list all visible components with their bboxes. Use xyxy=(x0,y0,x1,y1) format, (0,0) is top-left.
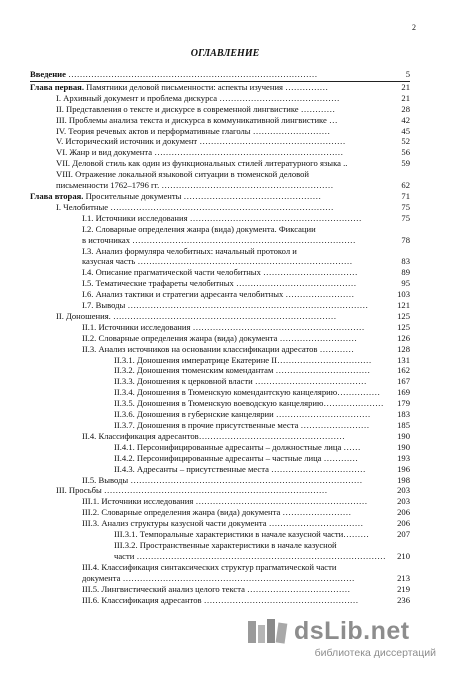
toc-entry-text: II.4. Классификация адресантов…………………………………………… xyxy=(82,430,345,441)
toc-entry-page: 103 xyxy=(397,289,410,300)
toc-entry-page: 56 xyxy=(401,147,410,158)
toc-entry-text: II.3.4. Доношения в Тюменскую комендантскую канцелярию…………… xyxy=(114,387,381,398)
watermark-title: dsLib.net xyxy=(294,617,410,645)
toc-entry xyxy=(30,573,410,584)
toc-entry-page: 219 xyxy=(397,583,410,594)
toc-entry-page: 169 xyxy=(397,387,410,398)
toc-entry xyxy=(30,584,410,595)
toc-entry-text: I.4. Описание прагматической части челобитных …………………………… xyxy=(82,267,358,278)
toc-entry-text: II.4.3. Адресанты – присутственные места …………………………… xyxy=(114,463,366,474)
toc-entry-text: II.3.3. Доношения к церковной власти ………………………………… xyxy=(114,376,367,387)
toc-entry-text: III.3.2. Пространственные характеристики в начале казусной xyxy=(114,539,337,550)
toc-entry-text: I.5. Тематические трафареты челобитных …………………………………… xyxy=(82,278,357,289)
toc-entry-page: 185 xyxy=(397,420,410,430)
toc-entry-page: 75 xyxy=(401,212,410,223)
toc-entry-page: 83 xyxy=(401,256,410,267)
toc-entry-page: 21 xyxy=(401,92,410,103)
toc-entry xyxy=(30,409,410,420)
toc-entry-text: части …………………………………………………………………………… xyxy=(114,550,386,561)
toc-entry-text: II.3.5. Доношения в Тюменскую воеводскую канцелярию………………… xyxy=(114,398,384,409)
toc-entry-page: 28 xyxy=(401,103,410,114)
table-of-contents xyxy=(30,69,410,605)
toc-entry xyxy=(30,562,410,573)
toc-entry-text: II.3.2. Доношения тюменским комендантам …………………………… xyxy=(114,365,371,376)
toc-entry-page: 179 xyxy=(397,398,410,409)
toc-entry-text: II.3. Анализ источников на основании классификации адресатов ………… xyxy=(82,343,354,354)
toc-title: ОГЛАВЛЕНИЕ xyxy=(190,48,260,59)
toc-entry-page: 125 xyxy=(397,321,410,332)
toc-entry-text: VIII. Отражение локальной языковой ситуации в тюменской деловой xyxy=(56,169,310,180)
toc-entry-text: III.5. Лингвистический анализ целого текста ……………………………… xyxy=(82,583,351,594)
toc-entry-text: II. Представления о тексте и дискурсе в современной лингвистике ………… xyxy=(56,103,336,114)
toc-entry-page: 167 xyxy=(397,376,410,387)
toc-entry xyxy=(30,540,410,551)
toc-entry-text: казусная часть ………………………………………………………………… xyxy=(82,256,353,267)
toc-entry xyxy=(30,69,410,80)
toc-entry-page: 131 xyxy=(397,354,410,365)
toc-entry-text: в источниках …………………………………………………………………… xyxy=(82,234,356,245)
toc-entry xyxy=(30,136,410,147)
toc-entry-text: I.3. Анализ формуляра челобитных: начальный протокол и xyxy=(82,245,297,256)
toc-entry-page: 75 xyxy=(401,201,410,212)
toc-entry-page: 203 xyxy=(397,485,410,496)
toc-entry-text: VII. Деловой стиль как один из функциональных стилей литературного языка .. xyxy=(56,158,348,169)
toc-entry-text: Глава вторая. Просительные документы ………………………………………… xyxy=(30,190,322,201)
toc-entry-text: I.1. Источники исследования …………………………………………………… xyxy=(82,212,362,223)
toc-entry xyxy=(30,398,410,409)
toc-entry-page: 203 xyxy=(397,496,410,507)
toc-entry-page: 198 xyxy=(397,474,410,485)
toc-entry xyxy=(30,147,410,158)
toc-entry-page: 196 xyxy=(397,463,410,474)
toc-entry-text: III.1. Источники исследования …………………………………………………… xyxy=(82,496,368,507)
toc-entry-text: III. Просьбы …………………………………………………………………… xyxy=(56,485,328,496)
toc-entry xyxy=(30,126,410,137)
toc-entry-text: Глава первая. Памятники деловой письменности: аспекты изучения …………… xyxy=(30,81,329,92)
toc-entry-text: документа ……………………………………………………………………… xyxy=(82,572,355,583)
toc-entry xyxy=(30,595,410,606)
toc-entry-text: II.3.7. Доношения в прочие присутственные места …………………… xyxy=(114,420,370,430)
toc-entry-text: V. Исторический источник и документ …………………………………………… xyxy=(56,136,346,147)
toc-entry xyxy=(30,387,410,398)
toc-entry-text: I.7. Выводы ………………………………………………………………………… xyxy=(82,300,369,311)
toc-entry-text: I.6. Анализ тактики и стратегии адресанта челобитных …………………… xyxy=(82,289,355,300)
toc-entry-page: 206 xyxy=(397,518,410,529)
toc-entry-text: II.4.2. Персонифицированные адресанты – частные лица ………… xyxy=(114,452,359,463)
toc-entry xyxy=(30,333,410,344)
watermark xyxy=(246,617,436,663)
toc-entry xyxy=(30,431,410,442)
toc-entry-page: 183 xyxy=(397,409,410,420)
toc-entry xyxy=(30,475,410,486)
toc-entry xyxy=(30,169,410,180)
toc-entry-page: 128 xyxy=(397,343,410,354)
toc-entry xyxy=(30,518,410,529)
toc-entry xyxy=(30,420,410,431)
toc-entry-page: 62 xyxy=(401,180,410,191)
toc-entry-text: I. Челобитные …………………………………………………………………… xyxy=(56,201,334,212)
toc-entry xyxy=(30,442,410,453)
toc-entry xyxy=(30,158,410,169)
toc-entry-page: 126 xyxy=(397,332,410,343)
toc-entry-text: II. Доношения. …………………………………………………………………… xyxy=(56,310,337,321)
toc-entry-page: 206 xyxy=(397,507,410,518)
toc-entry-page: 95 xyxy=(401,278,410,289)
toc-entry xyxy=(30,82,410,93)
toc-entry xyxy=(30,278,410,289)
toc-entry xyxy=(30,104,410,115)
toc-entry-page: 121 xyxy=(397,300,410,311)
toc-entry xyxy=(30,191,410,202)
toc-entry-text: III.3.1. Темпоральные характеристики в начале казусной части……… xyxy=(114,529,369,540)
toc-entry-text: II.3.1. Доношения императрице Екатерине II…………………………… xyxy=(114,354,372,365)
toc-entry-text: II.2. Словарные определения жанра (вида) документа ……………………… xyxy=(82,332,357,343)
toc-entry-text: III.2. Словарные определения жанра (вида) документа …………………… xyxy=(82,507,352,518)
toc-entry-page: 210 xyxy=(397,550,410,561)
toc-entry-page: 78 xyxy=(401,234,410,245)
toc-entry xyxy=(30,246,410,257)
toc-entry xyxy=(30,355,410,366)
toc-entry-text: III.3. Анализ структуры казусной части документа …………………………… xyxy=(82,518,364,529)
toc-entry xyxy=(30,202,410,213)
toc-entry xyxy=(30,453,410,464)
toc-entry-page: 190 xyxy=(397,430,410,441)
toc-entry xyxy=(30,496,410,507)
toc-entry-page: 21 xyxy=(401,81,410,92)
toc-entry xyxy=(30,300,410,311)
toc-entry-page: 213 xyxy=(397,572,410,583)
toc-entry xyxy=(30,322,410,333)
toc-entry-page: 52 xyxy=(401,136,410,147)
toc-entry xyxy=(30,289,410,300)
toc-entry-page: 125 xyxy=(397,310,410,321)
toc-entry xyxy=(30,213,410,224)
toc-entry-text: VI. Жанр и вид документа ………………………………………………………… xyxy=(56,147,344,158)
toc-entry-page: 190 xyxy=(397,441,410,452)
toc-entry xyxy=(30,365,410,376)
toc-entry-text: IV. Теория речевых актов и перформативные глаголы ……………………… xyxy=(56,125,331,136)
toc-entry-page: 162 xyxy=(397,365,410,376)
toc-entry-text: III.6. Классификация адресантов ……………………………………………… xyxy=(82,594,359,605)
toc-entry-text: III. Проблемы анализа текста и дискурса в коммуникативной лингвистике … xyxy=(56,114,338,125)
toc-entry xyxy=(30,235,410,246)
toc-entry-page: 71 xyxy=(401,190,410,201)
toc-entry-page: 5 xyxy=(405,69,410,79)
toc-entry-text: письменности 1762–1796 гг. …………………………………………………… xyxy=(56,180,334,191)
toc-entry-text: II.5. Выводы ……………………………………………………………………… xyxy=(82,474,363,485)
toc-entry-page: 42 xyxy=(401,114,410,125)
toc-entry xyxy=(30,311,410,322)
toc-entry-text: III.4. Классификация синтаксических структур прагматической части xyxy=(82,561,337,572)
toc-entry-text: I. Архивный документ и проблема дискурса …………………………………… xyxy=(56,92,340,103)
toc-entry xyxy=(30,485,410,496)
toc-entry-text: I.2. Словарные определения жанра (вида) документа. Фиксации xyxy=(82,223,316,234)
books-logo-icon xyxy=(246,617,290,645)
toc-entry-page: 45 xyxy=(401,125,410,136)
toc-entry-page: 59 xyxy=(401,158,410,169)
toc-entry xyxy=(30,256,410,267)
toc-entry xyxy=(30,376,410,387)
toc-entry-text: II.3.6. Доношения в губернские канцелярии …………………………… xyxy=(114,409,371,420)
toc-entry xyxy=(30,464,410,475)
toc-entry xyxy=(30,93,410,104)
toc-entry-page: 89 xyxy=(401,267,410,278)
toc-entry xyxy=(30,551,410,562)
toc-entry-page: 193 xyxy=(397,452,410,463)
toc-entry-page: 207 xyxy=(397,529,410,540)
toc-entry-text: II.1. Источники исследования …………………………………………………… xyxy=(82,321,365,332)
watermark-subtitle: библиотека диссертаций xyxy=(314,647,436,659)
toc-entry xyxy=(30,529,410,540)
toc-entry-text: Введение …………………………………………………………………………… xyxy=(30,69,318,79)
toc-entry xyxy=(30,344,410,355)
toc-entry xyxy=(30,267,410,278)
page-number: 2 xyxy=(412,23,416,32)
toc-entry-page: 236 xyxy=(397,594,410,605)
toc-entry xyxy=(30,507,410,518)
toc-entry xyxy=(30,224,410,235)
toc-entry xyxy=(30,115,410,126)
toc-entry-text: II.4.1. Персонифицированные адресанты – должностные лица …… xyxy=(114,441,361,452)
toc-entry xyxy=(30,180,410,191)
